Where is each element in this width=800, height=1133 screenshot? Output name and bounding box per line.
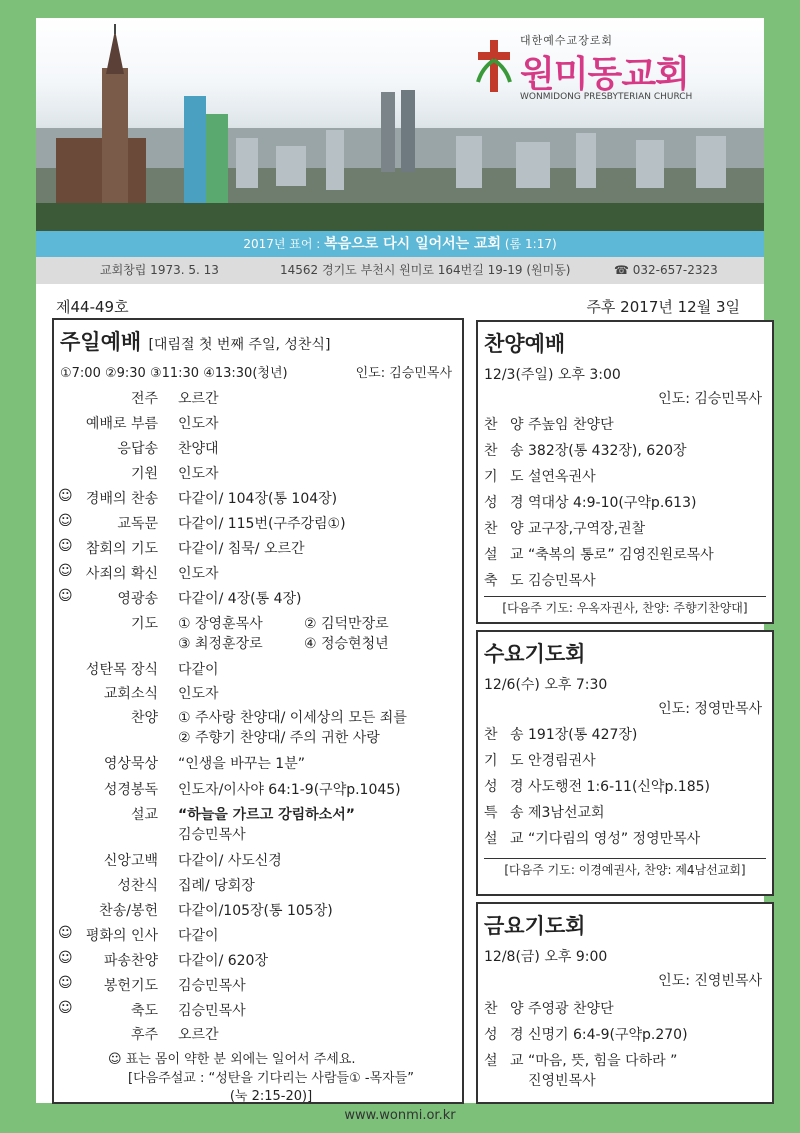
- order-row: [54, 779, 462, 799]
- order-label: 성찬식: [117, 878, 158, 894]
- row-value: 안경림권사: [528, 753, 596, 769]
- order-row: [54, 388, 462, 408]
- sunday-leader: 인도: 김승민목사: [355, 366, 452, 381]
- row-value: 김승민목사: [528, 573, 596, 589]
- praise-label: 찬양: [130, 710, 158, 726]
- order-value: 다같이/ 침묵/ 오르간: [178, 541, 305, 557]
- wednesday-row: [484, 776, 710, 796]
- sermon-row: [54, 804, 462, 848]
- order-row: [54, 900, 462, 920]
- order-value: 집례/ 당회장: [178, 878, 255, 894]
- row-value: 교구장,구역장,권찰: [528, 521, 646, 537]
- friday-title: 금요기도회: [484, 914, 586, 938]
- stand-icon: ☺: [58, 538, 73, 554]
- sermon-preacher: 김승민목사: [178, 827, 246, 843]
- footer-url[interactable]: www.wonmi.or.kr: [344, 1108, 456, 1123]
- stand-icon: ☺: [58, 975, 73, 991]
- order-label: 후주: [130, 1027, 158, 1043]
- bulletin-page: [36, 18, 764, 1103]
- order-row: [54, 950, 462, 970]
- church-phone: ☎ 032-657-2323: [614, 263, 718, 277]
- row-key: 성 경: [484, 495, 528, 511]
- order-value: 인도자: [178, 566, 219, 582]
- motto-text: 복음으로 다시 일어서는 교회: [324, 236, 502, 252]
- row-key: 찬 송: [484, 443, 528, 459]
- stand-icon: ☺: [58, 1000, 73, 1016]
- stand-icon: ☺: [58, 513, 73, 529]
- order-value: 김승민목사: [178, 978, 246, 994]
- order-label: 성탄목 장식: [85, 662, 158, 678]
- praise-row: [54, 707, 462, 751]
- row-value: 주높임 찬양단: [528, 417, 614, 433]
- wednesday-row: [484, 802, 605, 822]
- order-row: [54, 488, 462, 508]
- order-value: 다같이/ 620장: [178, 953, 268, 969]
- order-label: 성경봉독: [103, 782, 158, 798]
- order-label: 파송찬양: [103, 953, 158, 969]
- church-name: 원미동교회: [520, 54, 689, 95]
- wednesday-prayer-box: [476, 630, 774, 896]
- prayer-3: ③ 최정훈장로: [178, 636, 263, 652]
- order-value: 인도자: [178, 686, 219, 702]
- order-row: [54, 413, 462, 433]
- header-banner: [36, 18, 764, 231]
- stand-icon: ☺: [58, 588, 73, 604]
- row-key: 기 도: [484, 469, 528, 485]
- info-bar: [36, 257, 764, 284]
- order-label: 교회소식: [103, 686, 158, 702]
- praise-service-title: 찬양예배: [484, 332, 566, 356]
- order-label: 응답송: [117, 441, 158, 457]
- wednesday-row: [484, 750, 596, 770]
- friday-when: 12/8(금) 오후 9:00: [484, 949, 608, 965]
- order-value: 김승민목사: [178, 1003, 246, 1019]
- row-value: 역대상 4:9-10(구약p.613): [528, 495, 697, 511]
- church-logo: [474, 32, 714, 112]
- order-row: [54, 875, 462, 895]
- order-row: [54, 513, 462, 533]
- order-row: [54, 438, 462, 458]
- denomination-label: 대한예수교장로회: [520, 34, 614, 47]
- next-sermon-line1: [다음주설교 : “성탄을 기다리는 사람들① -목자들”: [128, 1071, 414, 1086]
- wednesday-row: [484, 724, 637, 744]
- order-row: [54, 753, 462, 773]
- row-key: 성 경: [484, 1027, 528, 1043]
- service-times: ①7:00 ②9:30 ③11:30 ④13:30(청년): [60, 366, 288, 381]
- wednesday-title: 수요기도회: [484, 642, 586, 666]
- order-label: 기원: [130, 466, 158, 482]
- prayer-2: ② 김덕만장로: [304, 616, 389, 632]
- praise-service-when: 12/3(주일) 오후 3:00: [484, 367, 621, 383]
- praise-service-row: [484, 440, 687, 460]
- praise-2: ② 주향기 찬양대/ 주의 귀한 사랑: [178, 730, 380, 746]
- sunday-worship-box: [52, 318, 464, 1104]
- row-key: 축 도: [484, 573, 528, 589]
- order-label: 찬송/봉헌: [99, 903, 158, 919]
- order-value: 인도자/이사야 64:1-9(구약p.1045): [178, 782, 401, 798]
- order-row: [54, 538, 462, 558]
- order-row: [54, 588, 462, 608]
- row-value: 사도행전 1:6-11(신약p.185): [528, 779, 710, 795]
- row-value: 제3남선교회: [528, 805, 605, 821]
- praise-1: ① 주사랑 찬양대/ 이세상의 모든 죄를: [178, 710, 407, 726]
- bulletin-date: 주후 2017년 12월 3일: [586, 298, 740, 316]
- church-address: 14562 경기도 부천시 원미로 164번길 19-19 (원미동): [280, 263, 571, 277]
- row-value: “축복의 통로” 김영진원로목사: [528, 547, 714, 563]
- praise-service-row: [484, 492, 696, 512]
- order-row: [54, 1024, 462, 1044]
- order-value: 다같이: [178, 662, 219, 678]
- friday-prayer-box: [476, 902, 774, 1104]
- order-label: 축도: [130, 1003, 158, 1019]
- order-row: [54, 683, 462, 703]
- prayer-4: ④ 정승현청년: [304, 636, 389, 652]
- cross-logo-icon: [474, 38, 514, 94]
- friday-row: [484, 1050, 677, 1070]
- sunday-title: [60, 326, 330, 356]
- order-row: [54, 975, 462, 995]
- row-value: “마음, 뜻, 힘을 다하라 ”: [528, 1053, 678, 1069]
- order-value: 다같이/ 104장(통 104장): [178, 491, 338, 507]
- row-key: 성 경: [484, 779, 528, 795]
- friday-preacher: 진영빈목사: [528, 1073, 596, 1089]
- row-value: 주영광 찬양단: [528, 1001, 614, 1017]
- row-key: 찬 양: [484, 417, 528, 433]
- order-label: 전주: [130, 391, 158, 407]
- order-row: [54, 1000, 462, 1020]
- prayer-label: 기도: [130, 616, 158, 632]
- order-row: [54, 925, 462, 945]
- sunday-subtitle: [대림절 첫 번째 주일, 성찬식]: [148, 337, 331, 353]
- row-key: 설 교: [484, 831, 528, 847]
- friday-leader: 인도: 진영빈목사: [658, 973, 762, 989]
- stand-icon: ☺: [58, 925, 73, 941]
- church-name-english: WONMIDONG PRESBYTERIAN CHURCH: [520, 92, 693, 102]
- praise-service-next: [다음주 기도: 우옥자권사, 찬양: 주향기찬양대]: [484, 596, 766, 616]
- motto-reference: (롬 1:17): [504, 237, 557, 251]
- sermon-label: 설교: [130, 807, 158, 823]
- friday-row: [484, 998, 614, 1018]
- row-value: 382장(통 432장), 620장: [528, 443, 687, 459]
- next-sermon-line2: (눅 2:15-20)]: [229, 1089, 313, 1104]
- row-key: 찬 송: [484, 727, 528, 743]
- issue-number: 제44-49호: [56, 298, 129, 316]
- row-key: 찬 양: [484, 1001, 528, 1017]
- sunday-title-text: 주일예배: [60, 330, 142, 354]
- order-row: [54, 659, 462, 679]
- order-row: [54, 563, 462, 583]
- row-value: 191장(통 427장): [528, 727, 638, 743]
- order-row: [54, 463, 462, 483]
- order-label: 경배의 찬송: [85, 491, 158, 507]
- order-value: 다같이/ 사도신경: [178, 853, 282, 869]
- row-key: 찬 양: [484, 521, 528, 537]
- motto-prefix: 2017년 표어 :: [243, 237, 321, 251]
- praise-service-row: [484, 570, 596, 590]
- praise-service-row: [484, 414, 614, 434]
- stand-icon: ☺: [58, 950, 73, 966]
- stand-icon: ☺: [58, 563, 73, 579]
- order-value: 인도자: [178, 416, 219, 432]
- order-value: 다같이: [178, 928, 219, 944]
- praise-service-row: [484, 518, 645, 538]
- order-value: 다같이/ 115번(구주강림①): [178, 516, 346, 532]
- row-value: 설연옥권사: [528, 469, 596, 485]
- prayer-row: [54, 613, 462, 657]
- standing-note: ☺ 표는 몸이 약한 분 외에는 일어서 주세요.: [108, 1052, 356, 1067]
- order-label: 영광송: [117, 591, 158, 607]
- row-key: 기 도: [484, 753, 528, 769]
- order-value: 찬양대: [178, 441, 219, 457]
- row-value: 신명기 6:4-9(구약p.270): [528, 1027, 688, 1043]
- stand-icon: ☺: [58, 488, 73, 504]
- order-label: 영상묵상: [103, 756, 158, 772]
- order-value: 다같이/105장(통 105장): [178, 903, 333, 919]
- founded-date: 교회창립 1973. 5. 13: [100, 263, 219, 277]
- praise-service-leader: 인도: 김승민목사: [658, 391, 762, 407]
- wednesday-leader: 인도: 정영만목사: [658, 701, 762, 717]
- row-key: 특 송: [484, 805, 528, 821]
- friday-row: [484, 1024, 688, 1044]
- praise-service-row: [484, 544, 714, 564]
- order-label: 사죄의 확신: [85, 566, 158, 582]
- praise-service-row: [484, 466, 596, 486]
- sermon-title: “하늘을 가르고 강림하소서”: [178, 807, 355, 823]
- order-label: 신앙고백: [103, 853, 158, 869]
- order-value: “인생을 바꾸는 1분”: [178, 756, 305, 772]
- order-value: 다같이/ 4장(통 4장): [178, 591, 302, 607]
- next-sermon: [86, 1070, 456, 1106]
- order-row: [54, 850, 462, 870]
- prayer-1: ① 장영훈목사: [178, 616, 263, 632]
- wednesday-when: 12/6(수) 오후 7:30: [484, 677, 608, 693]
- order-value: 인도자: [178, 466, 219, 482]
- order-label: 참회의 기도: [85, 541, 158, 557]
- motto-bar: [36, 231, 764, 257]
- order-label: 교독문: [117, 516, 158, 532]
- row-key: 설 교: [484, 547, 528, 563]
- order-label: 봉헌기도: [103, 978, 158, 994]
- row-value: “기다림의 영성” 정영만목사: [528, 831, 701, 847]
- order-label: 평화의 인사: [85, 928, 158, 944]
- row-key: 설 교: [484, 1053, 528, 1069]
- order-value: 오르간: [178, 391, 219, 407]
- praise-service-box: [476, 320, 774, 624]
- wednesday-row: [484, 828, 700, 848]
- wednesday-next: [다음주 기도: 이경예권사, 찬양: 제4남선교회]: [484, 858, 766, 878]
- order-label: 예배로 부름: [85, 416, 158, 432]
- order-value: 오르간: [178, 1027, 219, 1043]
